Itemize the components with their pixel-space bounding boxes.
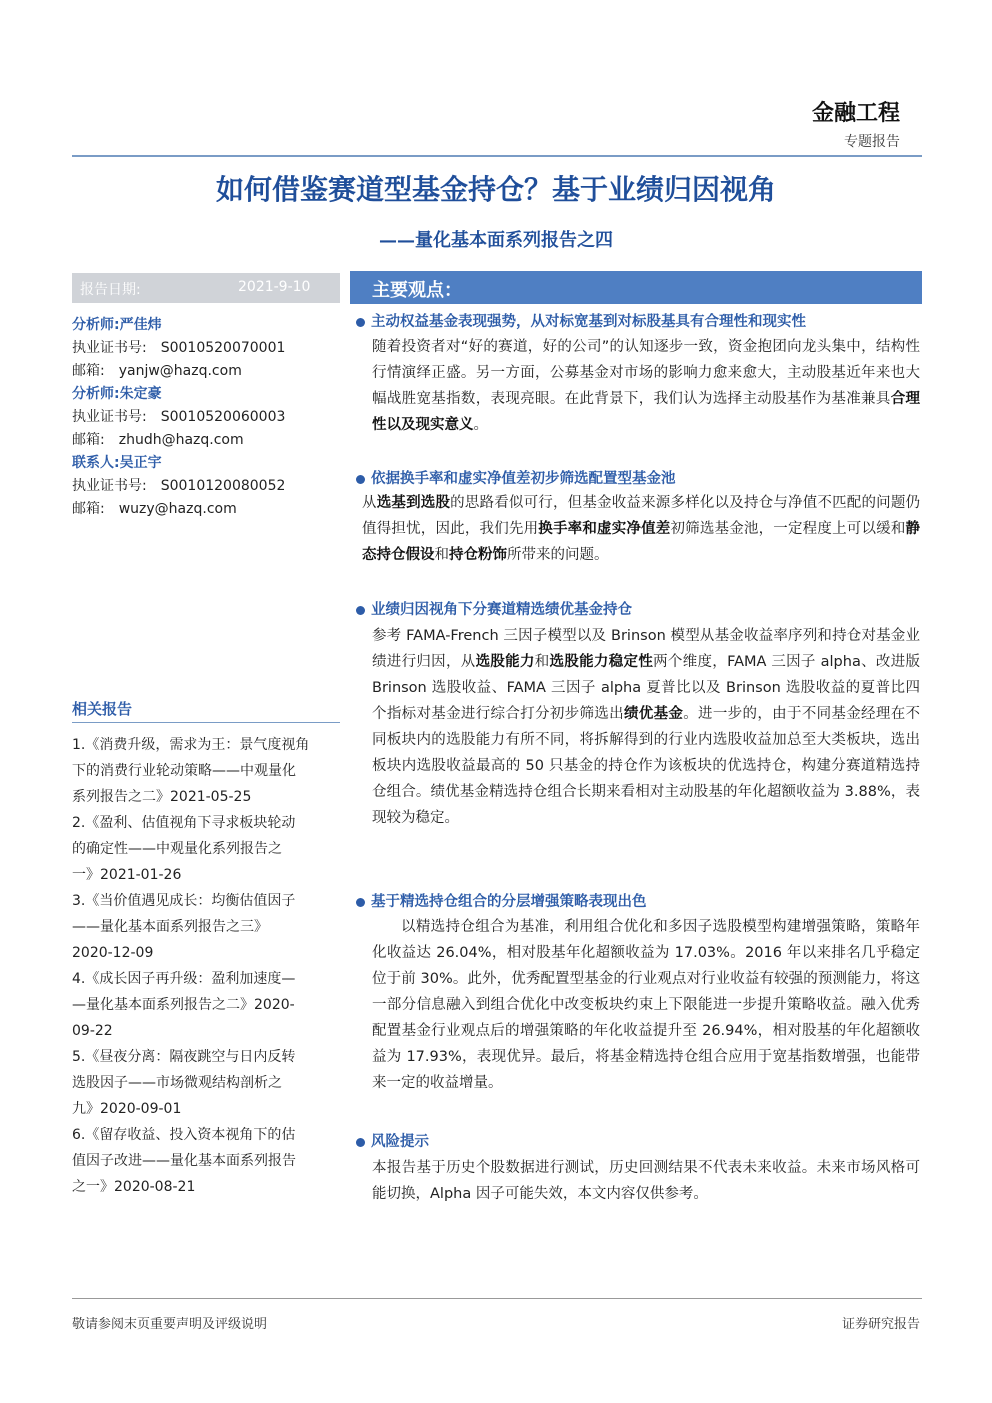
bullet-icon [356, 475, 365, 484]
analyst-heading [72, 383, 340, 406]
section-paragraph: 以精选持仓组合为基准，利用组合优化和多因子选股模型构建增强策略，策略年化收益达 26.04%，相对股基年化超额收益为 17.03%。2016 年以来排名几乎稳定位于前 30%。此外，优秀配置型基金的行业观点对行业收益有较强的预测能力，将这一部分信息融入到组合优化中改变板块约束上下限能进一步提升策略收益。融入优秀配置基金行业观点后的增强策略的年化收益提升至 26.94%，相对股基的年化超额收益为 17.93%，表现优异。最后，将基金精选持仓组合应用于宽基指数增强，也能带来一定的收益增量。 [372, 919, 920, 1091]
related-report-line[interactable]: 09-22 [72, 1023, 113, 1039]
related-report-line[interactable]: 一》2021-01-26 [72, 867, 182, 883]
page-subtitle: ——量化基本面系列报告之四 [379, 230, 613, 251]
section-heading [356, 1130, 429, 1151]
related-report-line[interactable]: 下的消费行业轮动策略——中观量化 [72, 763, 296, 779]
bullet-icon [356, 898, 365, 907]
paragraph-text: 和 [434, 547, 449, 563]
email-address[interactable]: yanjw@hazq.com [118, 363, 242, 379]
analyst-email [72, 429, 340, 452]
key-points-title: 主要观点： [372, 280, 462, 301]
paragraph-emphasis: 选股能力稳定性 [549, 654, 654, 670]
report-date-label: 报告日期: [80, 282, 141, 298]
analyst-cert [72, 337, 340, 360]
section-heading [356, 467, 676, 488]
paragraph-emphasis: 选股能力 [475, 654, 535, 670]
section-heading-text: 风险提示 [371, 1134, 429, 1150]
paragraph-text: 所带来的问题。 [507, 547, 609, 563]
analyst-role: 分析师: [72, 386, 120, 402]
related-report-line[interactable]: 4.《成长因子再升级：盈利加速度— [72, 971, 296, 987]
analyst-heading [72, 314, 340, 337]
section-heading [356, 890, 647, 911]
contact-role: 联系人: [72, 455, 120, 471]
cert-label: 执业证书号: [72, 340, 147, 356]
contact-name: 吴正宇 [119, 455, 162, 471]
section-heading-text: 主动权益基金表现强势，从对标宽基到对标股基具有合理性和现实性 [371, 314, 806, 330]
related-report-line[interactable]: 系列报告之二》2021-05-25 [72, 789, 252, 805]
email-label: 邮箱: [72, 363, 105, 379]
paragraph-emphasis: 选基到选股 [376, 495, 451, 511]
paragraph-text: 两个维度，FAMA 三因子 alpha、改进版 Brinson 选股收益、FAMA 三因子 alpha 夏普比以及 Brinson 选股收益的夏普比四个指标对基金进行综合打分初步筛选出 [372, 654, 921, 722]
related-reports-divider [72, 722, 340, 723]
paragraph-emphasis: 静态持仓假设 [362, 521, 921, 563]
email-label: 邮箱: [72, 501, 105, 517]
email-address[interactable]: zhudh@hazq.com [118, 432, 244, 448]
related-report-line[interactable]: 之一》2020-08-21 [72, 1179, 196, 1195]
cert-number: S0010120080052 [160, 478, 286, 494]
section-paragraph [362, 490, 920, 568]
related-report-line[interactable]: 2.《盈利、估值视角下寻求板块轮动 [72, 815, 296, 831]
section-heading-text: 业绩归因视角下分赛道精选绩优基金持仓 [371, 602, 632, 618]
related-report-line[interactable]: 6.《留存收益、投入资本视角下的估 [72, 1127, 296, 1143]
header-report-type: 专题报告 [844, 134, 900, 150]
section-paragraph: 本报告基于历史个股数据进行测试，历史回测结果不代表未来收益。未来市场风格可能切换，Alpha 因子可能失效，本文内容仅供参考。 [372, 1160, 920, 1202]
related-report-line[interactable]: 的确定性——中观量化系列报告之 [72, 841, 282, 857]
paragraph-text: 的思路看似可行，但基金收益来源多样化以及持仓与净值不匹配的问题仍值得担忧，因此，我们先用 [362, 495, 921, 537]
paragraph-text: 。进一步的，由于不同基金经理在不同板块内的选股能力有所不同，将拆解得到的行业内选股收益加总至大类板块，选出板块内选股收益最高的 50 只基金的持仓作为该板块的优选持仓，构建分赛道精选持仓组合。绩优基金精选持仓组合长期来看相对主动股基的年化超额收益为 3.88%，表现较为稳定。 [372, 706, 921, 826]
analyst-email [72, 360, 340, 383]
bullet-icon [356, 1138, 365, 1147]
cert-label: 执业证书号: [72, 478, 147, 494]
related-report-line[interactable]: 2020-12-09 [72, 945, 154, 961]
paragraph-text: 参考 FAMA-French 三因子模型以及 Brinson 模型从基金收益率序列和持仓对基金业绩进行归因，从 [372, 628, 920, 670]
related-report-line[interactable]: 选股因子——市场微观结构剖析之 [72, 1075, 282, 1091]
cert-number: S0010520070001 [160, 340, 286, 356]
analyst-list [72, 314, 340, 521]
contact-heading [72, 452, 340, 475]
related-report-line[interactable]: 1.《消费升级，需求为王：景气度视角 [72, 737, 310, 753]
analyst-cert [72, 406, 340, 429]
paragraph-text: 初筛选基金池，一定程度上可以缓和 [670, 521, 906, 537]
related-report-line[interactable]: 九》2020-09-01 [72, 1101, 182, 1117]
section-heading-text: 依据换手率和虚实净值差初步筛选配置型基金池 [371, 471, 676, 487]
related-report-line[interactable]: ——量化基本面系列报告之三》 [72, 919, 268, 935]
report-date-value: 2021-9-10 [238, 279, 311, 295]
section-paragraph [372, 623, 920, 831]
page-title: 如何借鉴赛道型基金持仓？基于业绩归因视角 [215, 173, 776, 206]
paragraph-text: 从 [362, 495, 377, 511]
email-label: 邮箱: [72, 432, 105, 448]
paragraph-emphasis: 绩优基金 [623, 706, 684, 722]
header-divider [72, 155, 922, 157]
contact-email [72, 498, 340, 521]
related-reports-list [72, 732, 340, 1200]
contact-cert [72, 475, 340, 498]
bullet-icon [356, 606, 365, 615]
footer-divider [72, 1298, 922, 1299]
analyst-name: 朱定豪 [119, 386, 162, 402]
related-report-line[interactable]: 3.《当价值遇见成长：均衡估值因子 [72, 893, 296, 909]
analyst-name: 严佳炜 [119, 317, 162, 333]
section-paragraph [372, 334, 920, 438]
email-address[interactable]: wuzy@hazq.com [118, 501, 237, 517]
bullet-icon [356, 318, 365, 327]
related-report-line[interactable]: 5.《昼夜分离：隔夜跳空与日内反转 [72, 1049, 296, 1065]
paragraph-emphasis: 换手率和虚实净值差 [538, 521, 671, 537]
section-heading [356, 310, 806, 331]
related-report-line[interactable]: 值因子改进——量化基本面系列报告 [72, 1153, 296, 1169]
paragraph-text: 。 [473, 417, 488, 433]
footer-doc-type: 证券研究报告 [841, 1317, 920, 1332]
cert-label: 执业证书号: [72, 409, 147, 425]
cert-number: S0010520060003 [160, 409, 286, 425]
related-reports-title: 相关报告 [72, 700, 133, 718]
section-heading-text: 基于精选持仓组合的分层增强策略表现出色 [371, 894, 647, 910]
analyst-role: 分析师: [72, 317, 120, 333]
paragraph-emphasis: 合理性以及现实意义 [372, 391, 921, 433]
section-heading [356, 598, 632, 619]
paragraph-text: 和 [534, 654, 550, 670]
paragraph-emphasis: 持仓粉饰 [449, 547, 507, 563]
paragraph-text: 随着投资者对“好的赛道，好的公司”的认知逐步一致，资金抱团向龙头集中，结构性行情演绎正盛。另一方面，公募基金对市场的影响力愈来愈大，主动股基近年来也大幅战胜宽基指数，表现亮眼。在此背景下，我们认为选择主动股基作为基准兼具 [372, 339, 920, 407]
header-category: 金融工程 [811, 100, 900, 126]
related-report-line[interactable]: —量化基本面系列报告之二》2020- [72, 997, 295, 1013]
footer-disclaimer[interactable]: 敬请参阅末页重要声明及评级说明 [72, 1317, 268, 1332]
